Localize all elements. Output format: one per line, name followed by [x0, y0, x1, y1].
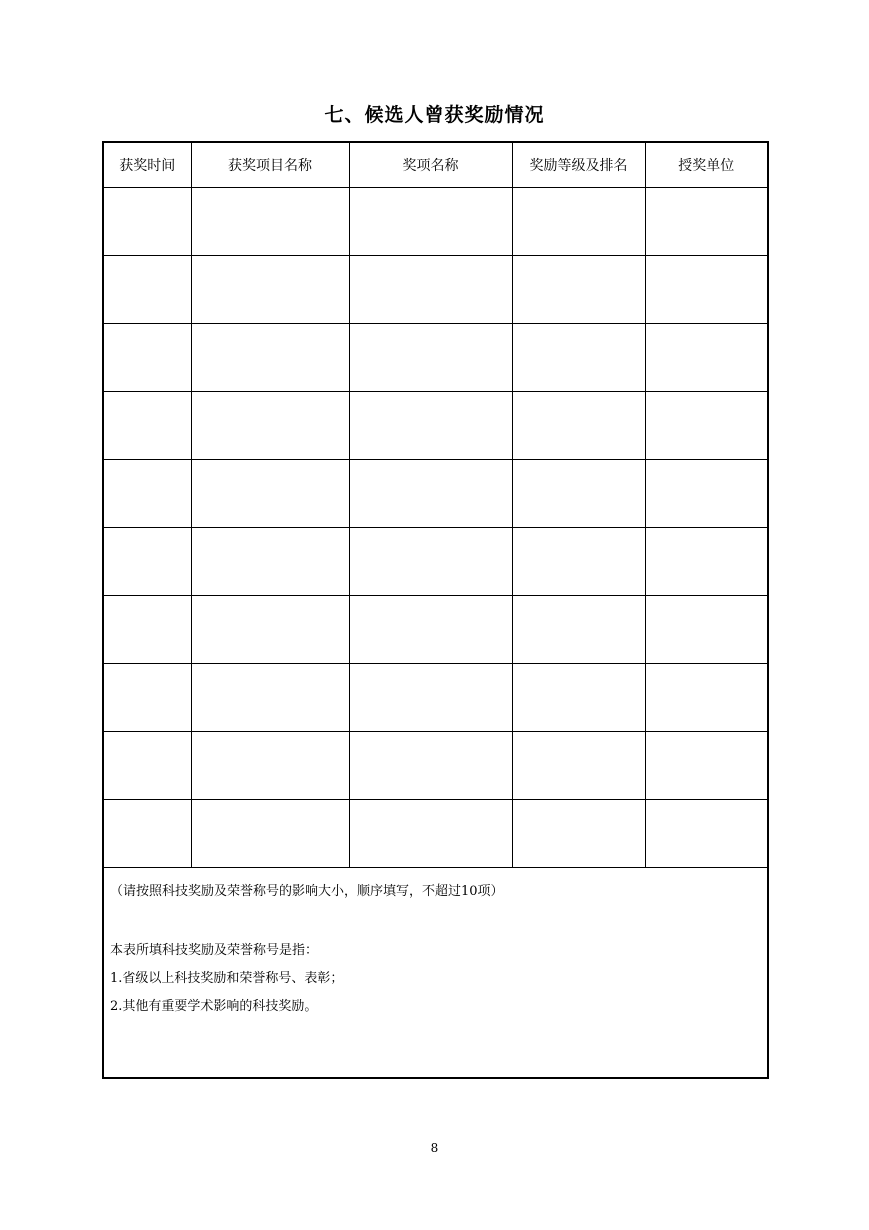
cell-award-time[interactable] — [104, 256, 191, 324]
cell-award-level-rank[interactable] — [512, 664, 645, 732]
cell-awarding-unit[interactable] — [645, 392, 767, 460]
cell-project-name[interactable] — [191, 596, 349, 664]
cell-award-level-rank[interactable] — [512, 324, 645, 392]
header-awarding-unit: 授奖单位 — [645, 143, 767, 188]
page-title: 七、候选人曾获奖励情况 — [324, 104, 545, 126]
table-row — [104, 732, 767, 800]
definition-item-1: 1.省级以上科技奖励和荣誉称号、表彰； — [110, 971, 344, 986]
cell-awarding-unit[interactable] — [645, 800, 767, 868]
awards-form-frame — [102, 141, 769, 1079]
header-award-level-rank: 奖励等级及排名 — [512, 143, 645, 188]
cell-awarding-unit[interactable] — [645, 460, 767, 528]
table-body — [104, 188, 767, 868]
cell-award-level-rank[interactable] — [512, 392, 645, 460]
cell-project-name[interactable] — [191, 800, 349, 868]
cell-award-time[interactable] — [104, 596, 191, 664]
header-award-name: 奖项名称 — [349, 143, 512, 188]
table-row — [104, 528, 767, 596]
cell-project-name[interactable] — [191, 664, 349, 732]
cell-award-time[interactable] — [104, 528, 191, 596]
cell-award-name[interactable] — [349, 664, 512, 732]
table-row — [104, 800, 767, 868]
cell-award-time[interactable] — [104, 732, 191, 800]
cell-award-time[interactable] — [104, 324, 191, 392]
table-header-row — [104, 143, 767, 188]
table-row — [104, 460, 767, 528]
table-row — [104, 256, 767, 324]
table-row — [104, 392, 767, 460]
table-row — [104, 664, 767, 732]
cell-award-name[interactable] — [349, 800, 512, 868]
cell-award-name[interactable] — [349, 596, 512, 664]
cell-award-level-rank[interactable] — [512, 460, 645, 528]
cell-awarding-unit[interactable] — [645, 528, 767, 596]
cell-project-name[interactable] — [191, 256, 349, 324]
cell-project-name[interactable] — [191, 732, 349, 800]
cell-award-time[interactable] — [104, 664, 191, 732]
cell-award-name[interactable] — [349, 528, 512, 596]
notes-section — [104, 878, 767, 1077]
cell-awarding-unit[interactable] — [645, 732, 767, 800]
cell-award-time[interactable] — [104, 188, 191, 256]
cell-awarding-unit[interactable] — [645, 256, 767, 324]
definition-intro: 本表所填科技奖励及荣誉称号是指： — [110, 943, 319, 958]
cell-project-name[interactable] — [191, 188, 349, 256]
cell-award-level-rank[interactable] — [512, 596, 645, 664]
awards-table — [104, 143, 767, 868]
cell-award-level-rank[interactable] — [512, 188, 645, 256]
cell-award-name[interactable] — [349, 256, 512, 324]
page-number: 8 — [430, 1141, 439, 1155]
cell-award-time[interactable] — [104, 460, 191, 528]
fill-instruction: （请按照科技奖励及荣誉称号的影响大小，顺序填写，不超过10项） — [110, 884, 504, 899]
cell-award-name[interactable] — [349, 324, 512, 392]
cell-award-name[interactable] — [349, 392, 512, 460]
cell-project-name[interactable] — [191, 392, 349, 460]
header-project-name: 获奖项目名称 — [191, 143, 349, 188]
cell-award-time[interactable] — [104, 392, 191, 460]
cell-awarding-unit[interactable] — [645, 324, 767, 392]
cell-awarding-unit[interactable] — [645, 664, 767, 732]
cell-awarding-unit[interactable] — [645, 596, 767, 664]
cell-award-time[interactable] — [104, 800, 191, 868]
cell-award-name[interactable] — [349, 732, 512, 800]
cell-award-level-rank[interactable] — [512, 528, 645, 596]
table-row — [104, 324, 767, 392]
cell-project-name[interactable] — [191, 324, 349, 392]
cell-award-level-rank[interactable] — [512, 256, 645, 324]
table-row — [104, 596, 767, 664]
cell-awarding-unit[interactable] — [645, 188, 767, 256]
cell-award-name[interactable] — [349, 460, 512, 528]
cell-project-name[interactable] — [191, 460, 349, 528]
table-row — [104, 188, 767, 256]
cell-award-level-rank[interactable] — [512, 800, 645, 868]
cell-award-level-rank[interactable] — [512, 732, 645, 800]
cell-project-name[interactable] — [191, 528, 349, 596]
header-award-time: 获奖时间 — [104, 143, 191, 188]
cell-award-name[interactable] — [349, 188, 512, 256]
definition-item-2: 2.其他有重要学术影响的科技奖励。 — [110, 999, 318, 1014]
